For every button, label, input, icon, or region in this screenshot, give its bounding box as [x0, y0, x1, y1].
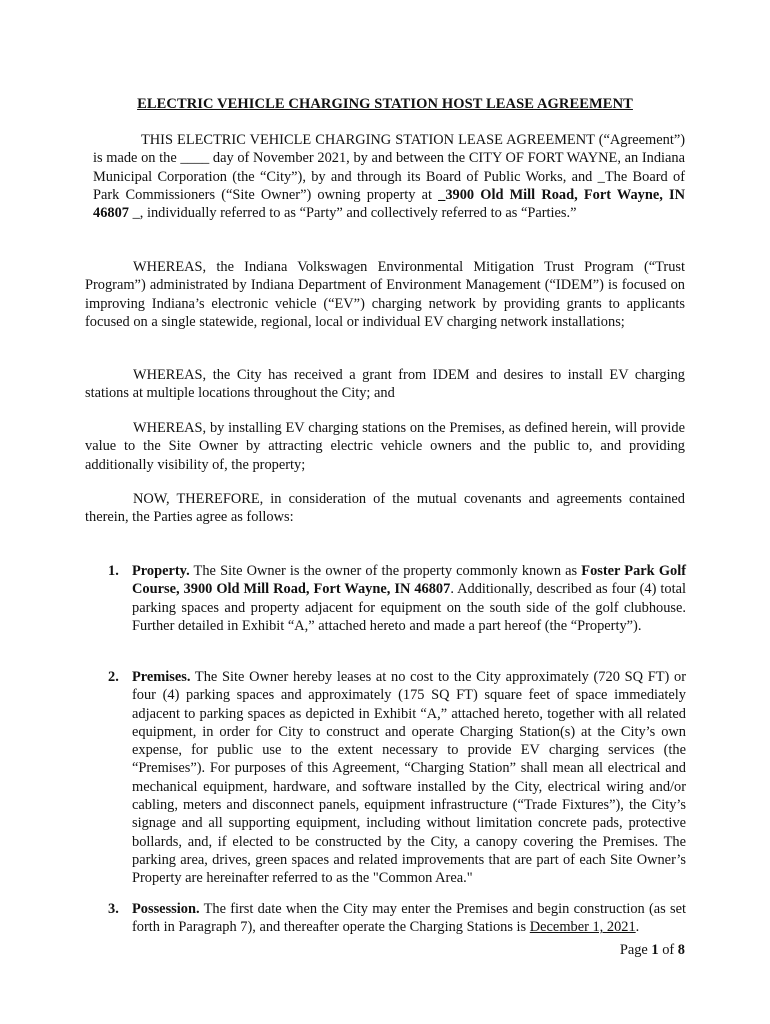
intro-text-2: _, individually referred to as “Party” and collectively referred to as “Parties.” — [128, 205, 577, 222]
section-heading: Possession. — [132, 901, 200, 917]
page-total: 8 — [677, 942, 685, 958]
document-title: ELECTRIC VEHICLE CHARGING STATION HOST LEASE AGREEMENT — [137, 96, 633, 112]
section-number: 3. — [108, 901, 119, 917]
section-number: 1. — [108, 563, 119, 579]
intro-paragraph — [93, 131, 685, 222]
whereas-paragraph-1: WHEREAS, the Indiana Volkswagen Environmental Mitigation Trust Program (“Trust Program”) administrated by Indiana Department of Environment Management (“IDEM”) is focused on improving Indiana’s electronic vehicle (“EV”) charging network by providing grants to applicants focused on a single statewide, regional, local or individual EV charging network installations; — [85, 259, 685, 330]
section-number: 2. — [108, 669, 119, 685]
section-bold-text: Foster Park Golf Course, 3900 Old Mill Road, Fort Wayne, IN 46807 — [132, 563, 686, 598]
section-body — [132, 900, 686, 937]
section-text-1: The Site Owner hereby leases at no cost to the City approximately (720 SQ FT) or four (4) parking spaces and approximately (175 SQ FT) square feet of space immediately adjacent to parking spaces as depicted in Exhibit “A,” attached hereto, together with all related equipment, in order for City to construct and operate Charging Station(s) at the City’s own expense, for public use to the extent necessary to provide EV charging services (the “Premises”). For purposes of this Agreement, “Charging Station” shall mean all electrical and mechanical equipment, hardware, and software installed by the City, electrical wiring and/or cabling, meters and disconnect panels, equipment infrastructure (“Trade Fixtures”), the City’s signage and all supporting equipment, including without limitation concrete pads, protective bollards, and, if elected to be constructed by the City, a canopy covering the Premises. The parking area, drives, green spaces and related improvements that are part of each Site Owner’s Property are hereinafter referred to as the "Common Area." — [132, 669, 686, 887]
intro-address: _3900 Old Mill Road, Fort Wayne, IN 46807 — [93, 186, 685, 222]
section-text-1: The Site Owner is the owner of the property commonly known as — [189, 563, 582, 579]
section-text-1: The first date when the City may enter the Premises and begin construction (as set forth in Paragraph 7), and thereafter operate the Charging Stations is — [132, 901, 686, 936]
section-heading: Premises. — [132, 669, 191, 685]
section-text-2: . — [635, 919, 640, 936]
page-number-footer — [620, 942, 685, 959]
section-possession — [108, 900, 686, 937]
page-of-label: of — [658, 942, 678, 958]
section-property — [108, 562, 686, 635]
page-label: Page — [619, 942, 652, 958]
section-premises — [108, 668, 686, 888]
section-heading: Property. — [132, 563, 190, 579]
whereas-paragraph-2: WHEREAS, the City has received a grant from IDEM and desires to install EV charging stations at multiple locations throughout the City; and — [85, 367, 685, 402]
page-current: 1 — [651, 942, 659, 958]
section-body — [132, 668, 686, 888]
possession-date: December 1, 2021 — [529, 919, 636, 936]
section-text-2: . Additionally, described as four (4) total parking spaces and property adjacent for equipment on the south side of the golf clubhouse. Further detailed in Exhibit “A,” attached hereto and made a part hereof (the “Property”). — [132, 581, 686, 634]
whereas-paragraph-3: WHEREAS, by installing EV charging stations on the Premises, as defined herein, will provide value to the Site Owner by attracting electric vehicle owners and the public to, and providing additionally visibility of, the property; — [85, 420, 685, 473]
now-therefore-paragraph: NOW, THEREFORE, in consideration of the mutual covenants and agreements contained therein, the Parties agree as follows: — [85, 491, 685, 526]
section-body — [132, 562, 686, 635]
intro-text-1: THIS ELECTRIC VEHICLE CHARGING STATION LEASE AGREEMENT (“Agreement”) is made on the ____ day of November 2021, by and between the CITY OF FORT WAYNE, an Indiana Municipal Corporation (the “City”), by and through its Board of Public Works, and _The Board of Park Commissioners (“Site Owner”) owning property at — [93, 132, 685, 203]
